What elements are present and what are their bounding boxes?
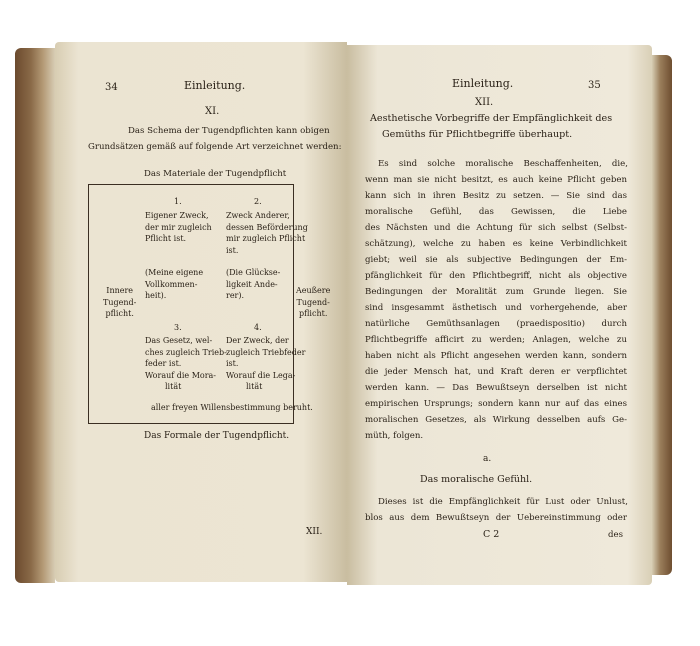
cell-others-end: Zweck Anderer, dessen Beförderung mir zugleich Pflicht ist. [226, 211, 308, 255]
right-page-number: 35 [588, 80, 601, 91]
cell-own-end: Eigener Zweck, der mir zugleich Pflicht ist. [145, 211, 212, 243]
right-catchword: des [608, 530, 623, 540]
right-heading-line-1: Aesthetische Vorbegriffe der Empfänglichkeit des [370, 113, 613, 124]
subsection-title: Das moralische Gefühl. [420, 474, 533, 485]
signature-mark: C 2 [483, 529, 500, 540]
left-section-number: XI. [205, 106, 220, 117]
left-intro-line-1: Das Schema der Tugendpflichten kann obigen [128, 126, 330, 136]
body-line-10: sind insgesammt ästhetisch und vorhergehende, aber [365, 303, 627, 313]
table-footer: Das Formale der Tugendpflicht. [144, 431, 290, 441]
body-line-16: empirischen Ursprungs; sondern kann nur auf das eines [365, 399, 627, 409]
body-line-5: des Nächsten und die Achtung für sich selbst (Selbst- [365, 223, 627, 233]
left-intro-line-2: Grundsätzen gemäß auf folgende Art verzeichnet werden: [88, 142, 342, 152]
cell-number-3: 3. [174, 323, 182, 332]
subsection-number: a. [483, 454, 492, 464]
cell-end-incentive: Der Zweck, der zugleich Triebfeder ist. Worauf die Lega- lität [226, 336, 306, 391]
body-line-6: schätzung), welche zu haben es keine Verbindlichkeit [365, 239, 627, 249]
body-line-13: haben nicht als Pflicht angesehen werden kann, sondern [365, 351, 627, 361]
cell-own-perfection: (Meine eigene Vollkommen- heit). [145, 268, 204, 300]
tail-line-1: Dieses ist die Empfänglichkeit für Lust oder Unlust, [378, 497, 628, 507]
left-catchword: XII. [306, 527, 323, 537]
body-line-9: Bedingungen der Moralität zum Grunde liegen. Sie [365, 287, 627, 297]
side-label-inner: Innere Tugend- pflicht. [103, 286, 137, 318]
body-line-7: giebt; weil sie als subjective Bedingungen der Em- [365, 255, 627, 265]
cell-bottom-line: aller freyen Willensbestimmung beruht. [151, 403, 313, 412]
cell-number-2: 2. [254, 197, 262, 206]
body-line-11: natürliche Gemüthsanlagen (praedispositio) durch [365, 319, 627, 329]
book-cover-right-edge [652, 55, 672, 575]
right-section-number: XII. [475, 97, 494, 108]
body-line-2: wenn man sie nicht besitzt, es auch keine Pflicht geben [365, 175, 627, 185]
book-cover-left-edge [15, 48, 55, 583]
body-line-4: moralische Gefühl, das Gewissen, die Liebe [365, 207, 627, 217]
body-line-14: die jeder Mensch hat, und Kraft deren er verpflichtet [365, 367, 627, 377]
tail-line-2: blos aus dem Bewußtseyn der Uebereinstimmung oder [365, 513, 627, 523]
body-line-17: moralischen Gesetzes, als Wirkung desselben aufs Ge- [365, 415, 627, 425]
body-line-3: kann sich in ihren Besitz zu setzen. — Sie sind das [365, 191, 627, 201]
cell-number-4: 4. [254, 323, 262, 332]
body-line-18: müth, folgen. [365, 431, 424, 441]
body-line-12: Pflichtbegriffe afficirt zu werden; Anlagen, welche zu [365, 335, 627, 345]
table-title: Das Materiale der Tugendpflicht [144, 169, 287, 179]
right-running-head: Einleitung. [452, 77, 514, 90]
body-line-8: pfänglichkeit für den Pflichtbegriff, nicht als objective [365, 271, 627, 281]
cell-law: Das Gesetz, wel- ches zugleich Trieb- feder ist. Worauf die Mora- lität [145, 336, 227, 391]
side-label-outer: Aeußere Tugend- pflicht. [296, 286, 331, 318]
cell-number-1: 1. [174, 197, 182, 206]
right-heading-line-2: Gemüths für Pflichtbegriffe überhaupt. [382, 129, 573, 140]
left-page-number: 34 [105, 82, 118, 93]
body-line-1: Es sind solche moralische Beschaffenheiten, die, [378, 159, 628, 169]
left-running-head: Einleitung. [184, 79, 246, 92]
body-line-15: werden kann. — Das Bewußtseyn derselben ist nicht [365, 383, 627, 393]
cell-others-happiness: (Die Glückse- ligkeit Ande- rer). [226, 268, 281, 300]
